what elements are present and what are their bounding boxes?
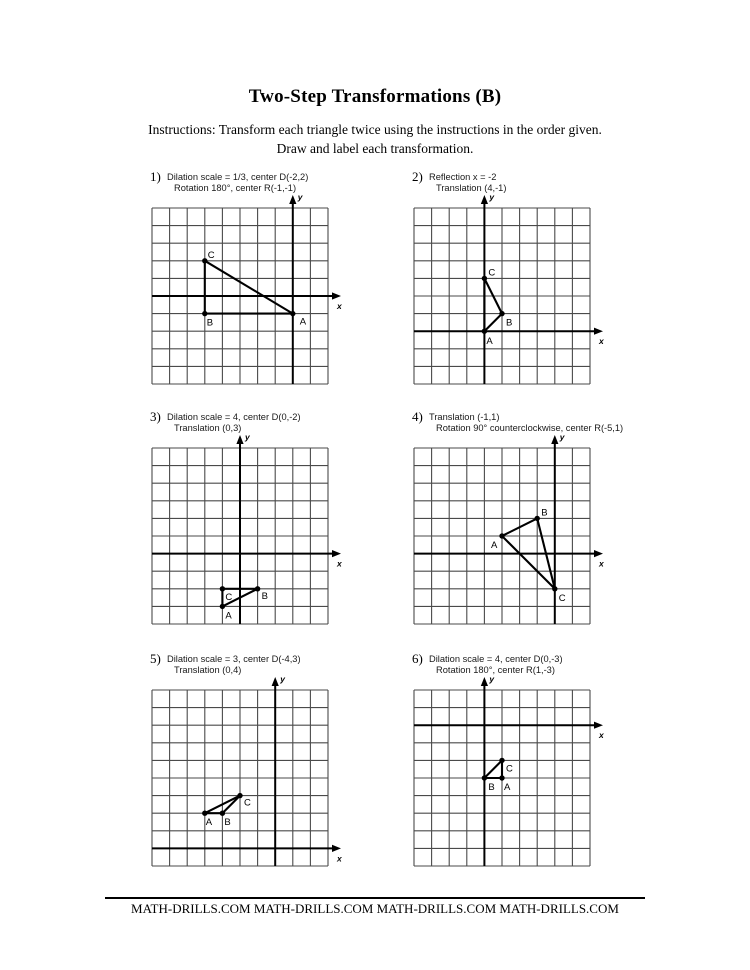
vertex-point-A: [220, 604, 225, 609]
transformation-step-1: Dilation scale = 3, center D(-4,3): [167, 654, 301, 664]
problem-number: 1): [150, 169, 161, 184]
vertex-label-A: A: [205, 817, 213, 829]
vertex-point-B: [202, 311, 207, 316]
vertex-point-C: [220, 586, 225, 591]
transformation-step-2: Translation (0,3): [174, 423, 242, 434]
axes: [152, 195, 341, 384]
x-axis-label: x: [337, 301, 342, 311]
transformation-step-2: Rotation 180°, center R(1,-3): [436, 665, 555, 676]
coordinate-grid-3: [136, 432, 344, 640]
vertex-point-A: [202, 811, 207, 816]
problem-number: 4): [412, 409, 423, 424]
triangle-shape: [484, 278, 502, 331]
problem-number: 3): [150, 409, 161, 424]
y-axis-label: y: [280, 674, 285, 684]
vertex-point-B: [535, 516, 540, 521]
transformation-step-1: Dilation scale = 4, center D(0,-2): [167, 412, 301, 422]
coordinate-grid-5: [136, 674, 344, 882]
transformation-step-1: Dilation scale = 1/3, center D(-2,2): [167, 172, 309, 182]
vertex-label-C: C: [207, 249, 215, 261]
x-axis-label: x: [337, 853, 342, 864]
vertex-point-C: [552, 586, 557, 591]
coordinate-grid-4: [398, 432, 606, 640]
grid-lines: [414, 208, 590, 384]
y-axis-label: y: [245, 432, 250, 442]
footer-divider: [105, 897, 645, 899]
instructions-line-1: Instructions: Transform each triangle twice using the instructions in the order given.: [148, 122, 602, 137]
transformation-step-2: Translation (4,-1): [436, 183, 507, 194]
transformation-step-2: Translation (0,4): [174, 665, 242, 676]
vertex-label-C: C: [558, 592, 566, 604]
vertex-point-A: [482, 329, 487, 334]
vertex-label-A: A: [491, 540, 498, 551]
y-axis-label: y: [297, 192, 303, 202]
vertex-label-A: A: [504, 782, 511, 793]
y-axis-label: y: [559, 432, 565, 442]
vertex-label-B: B: [506, 317, 513, 329]
vertex-label-B: B: [261, 590, 268, 602]
vertex-point-C: [202, 258, 207, 263]
axes: [414, 195, 603, 384]
vertex-point-B: [482, 775, 487, 780]
axes: [152, 435, 341, 624]
axes: [152, 677, 341, 866]
vertex-label-B: B: [224, 817, 231, 829]
triangle-shape: [484, 760, 502, 778]
vertex-label-C: C: [244, 797, 251, 809]
grid-lines: [152, 690, 328, 866]
footer-text: MATH-DRILLS.COM MATH-DRILLS.COM MATH-DRILLS.COM MATH-DRILLS.COM: [131, 901, 619, 916]
page-title: Two-Step Transformations (B): [248, 86, 502, 107]
vertex-label-B: B: [206, 317, 214, 329]
vertex-point-B: [220, 811, 225, 816]
vertex-label-B: B: [541, 507, 548, 519]
coordinate-grid-1: [136, 192, 344, 400]
vertex-point-A: [499, 533, 504, 538]
vertex-label-A: A: [225, 610, 232, 622]
transformation-step-2: Rotation 90° counterclockwise, center R(-5,1): [436, 423, 624, 434]
vertex-point-C: [499, 758, 504, 763]
transformation-step-1: Reflection x = -2: [429, 172, 497, 182]
coordinate-grid-6: [398, 674, 606, 882]
coordinate-grid-2: [398, 192, 606, 400]
x-axis-label: x: [599, 730, 604, 741]
vertex-label-A: A: [299, 316, 307, 328]
vertex-label-B: B: [488, 782, 495, 793]
transformation-step-1: Translation (-1,1): [429, 412, 500, 422]
problem-number: 5): [150, 651, 161, 666]
transformation-step-1: Dilation scale = 4, center D(0,-3): [429, 654, 563, 664]
vertex-label-A: A: [486, 336, 493, 348]
x-axis-label: x: [599, 336, 604, 347]
vertex-point-B: [499, 311, 504, 316]
axes: [414, 435, 603, 624]
vertex-point-C: [482, 276, 487, 281]
problem-number: 2): [412, 169, 423, 184]
vertex-point-A: [499, 775, 504, 780]
vertex-label-C: C: [488, 267, 496, 279]
vertex-point-C: [237, 793, 242, 798]
triangle-shape: [205, 261, 293, 314]
transformation-step-2: Rotation 180°, center R(-1,-1): [174, 183, 297, 194]
x-axis-label: x: [337, 558, 342, 569]
instructions-line-2: Draw and label each transformation.: [276, 141, 474, 156]
problem-number: 6): [412, 651, 423, 666]
x-axis-label: x: [599, 558, 604, 569]
instructions: [0, 120, 750, 158]
vertex-label-C: C: [506, 763, 513, 775]
y-axis-label: y: [489, 674, 495, 684]
vertex-point-A: [290, 311, 295, 316]
y-axis-label: y: [489, 192, 495, 202]
vertex-label-C: C: [225, 591, 233, 603]
vertex-point-B: [255, 586, 260, 591]
